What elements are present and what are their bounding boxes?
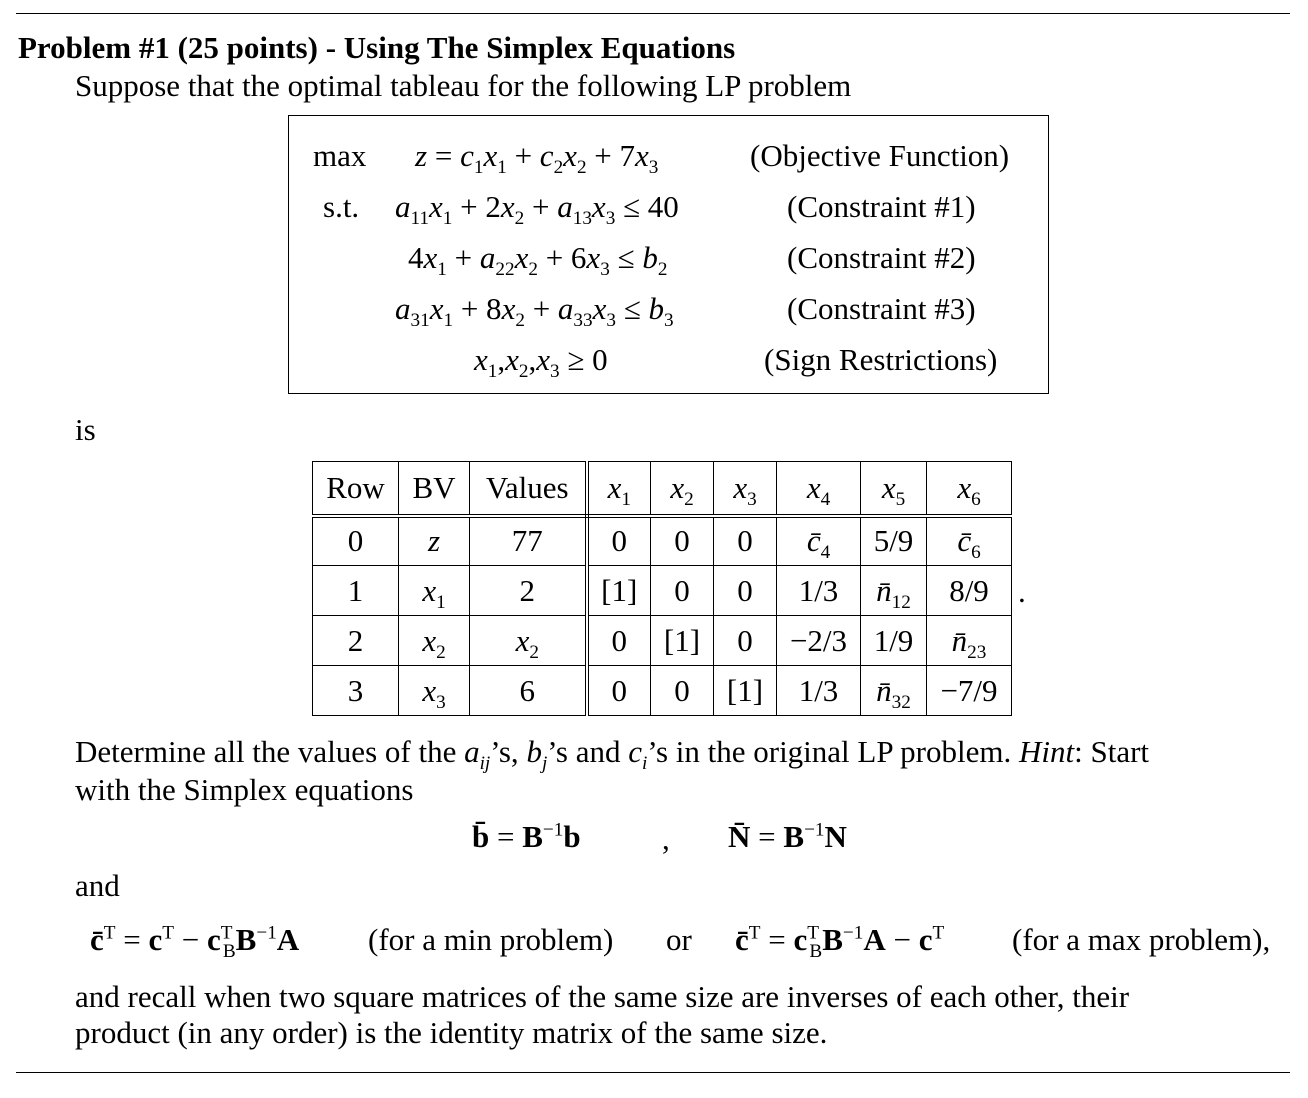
table-row	[313, 566, 1012, 616]
bottom-rule	[16, 1072, 1290, 1073]
row-1-x5: $n̄_{12}$	[861, 566, 927, 616]
b-bar-equation: b̄ = $B^{-1}b$	[472, 819, 581, 854]
constraint-3-label: (Constraint #3)	[787, 291, 976, 326]
row-2-value: $x_2$	[470, 616, 587, 666]
optimal-tableau	[312, 461, 1012, 716]
header-x2: $x_2$	[651, 462, 714, 516]
row-2-x1: 0	[587, 616, 651, 666]
recall-line-2: product (in any order) is the identity matrix of the same size.	[75, 1015, 828, 1050]
header-x5: $x_5$	[861, 462, 927, 516]
row-1-x4: 1/3	[777, 566, 861, 616]
row-1-bv: $x_1$	[399, 566, 470, 616]
determine-line-2: with the Simplex equations	[75, 772, 414, 807]
top-rule	[16, 13, 1290, 14]
row-2-x2: [1]	[651, 616, 714, 666]
recall-line-1: and recall when two square matrices of the same size are inverses of each other, their	[75, 979, 1130, 1014]
c-bar-min-equation: c̄$^T$ = $c^T - c^T_BB^{-1}A$	[90, 922, 300, 963]
row-1-x2: 0	[651, 566, 714, 616]
row-3-x3: [1]	[714, 666, 777, 716]
row-3-x6: −7/9	[927, 666, 1012, 716]
row-2-bv: $x_2$	[399, 616, 470, 666]
row-3-x5: $n̄_{32}$	[861, 666, 927, 716]
row-0-value: 77	[470, 516, 587, 566]
row-1-x1: [1]	[587, 566, 651, 616]
header-values: Values	[470, 462, 587, 516]
c-bar-max-equation: c̄$^T$ = $c^T_BB^{-1}A - c^T$	[735, 922, 945, 963]
objective-label: (Objective Function)	[750, 138, 1010, 173]
row-3-bv: $x_3$	[399, 666, 470, 716]
row-0-x1: 0	[587, 516, 651, 566]
row-3-x4: 1/3	[777, 666, 861, 716]
objective-expression: $z = c_1x_1 + c_2x_2 + 7x_3$	[415, 138, 659, 179]
row-2-x4: −2/3	[777, 616, 861, 666]
determine-line-1: Determine all the values of the $a_{ij}’s$, $b_j’s$ and $c_i’s$ in the original LP problem. Hint: Start	[75, 734, 1150, 775]
constraint-3-expression: $a_{31}x_1 + 8x_2 + a_{33}x_3 \le b_3$	[395, 291, 674, 332]
row-1-x6: 8/9	[927, 566, 1012, 616]
row-2-x5: 1/9	[861, 616, 927, 666]
is-text: is	[75, 412, 96, 447]
intro-text: Suppose that the optimal tableau for the following LP problem	[75, 68, 852, 103]
or-text: or	[666, 922, 692, 957]
tableau-period: .	[1018, 574, 1026, 609]
row-3-value: 6	[470, 666, 587, 716]
header-x4: $x_4$	[777, 462, 861, 516]
header-x6: $x_6$	[927, 462, 1012, 516]
row-0-x4: $c̄_4$	[777, 516, 861, 566]
constraint-2-expression: $4x_1 + a_{22}x_2 + 6x_3 \le b_2$	[408, 240, 668, 281]
row-1-index: 1	[313, 566, 399, 616]
constraint-1-expression: $a_{11}x_1 + 2x_2 + a_{13}x_3 \le 40$	[395, 189, 679, 230]
table-row	[313, 516, 1012, 566]
problem-title: Problem #1 (25 points) - Using The Simplex Equations	[18, 30, 736, 65]
row-0-x6: $c̄_6$	[927, 516, 1012, 566]
max-problem-note: (for a max problem),	[1012, 922, 1271, 957]
row-1-value: 2	[470, 566, 587, 616]
row-2-x6: $n̄_{23}$	[927, 616, 1012, 666]
row-0-x2: 0	[651, 516, 714, 566]
row-0-bv: z	[399, 516, 470, 566]
equation-comma: ,	[662, 821, 670, 856]
row-0-index: 0	[313, 516, 399, 566]
constraint-1-label: (Constraint #1)	[787, 189, 976, 224]
row-3-index: 3	[313, 666, 399, 716]
row-2-x3: 0	[714, 616, 777, 666]
constraint-2-label: (Constraint #2)	[787, 240, 976, 275]
header-x1: $x_1$	[587, 462, 651, 516]
header-bv: BV	[399, 462, 470, 516]
row-3-x1: 0	[587, 666, 651, 716]
row-0-x5: 5/9	[861, 516, 927, 566]
sign-restriction-expression: $x_1,x_2,x_3 \ge 0$	[474, 342, 608, 383]
row-1-x3: 0	[714, 566, 777, 616]
header-x3: $x_3$	[714, 462, 777, 516]
row-3-x2: 0	[651, 666, 714, 716]
min-problem-note: (for a min problem)	[368, 922, 614, 957]
table-row	[313, 616, 1012, 666]
n-bar-equation: N̄ = $B^{-1}N$	[728, 819, 847, 854]
sign-restrictions-label: (Sign Restrictions)	[764, 342, 998, 377]
st-label: s.t.	[323, 189, 360, 224]
tableau-header-row	[313, 462, 1012, 516]
row-2-index: 2	[313, 616, 399, 666]
header-row: Row	[313, 462, 399, 516]
and-text: and	[75, 868, 120, 903]
row-0-x3: 0	[714, 516, 777, 566]
table-row	[313, 666, 1012, 716]
max-label: max	[313, 138, 367, 173]
